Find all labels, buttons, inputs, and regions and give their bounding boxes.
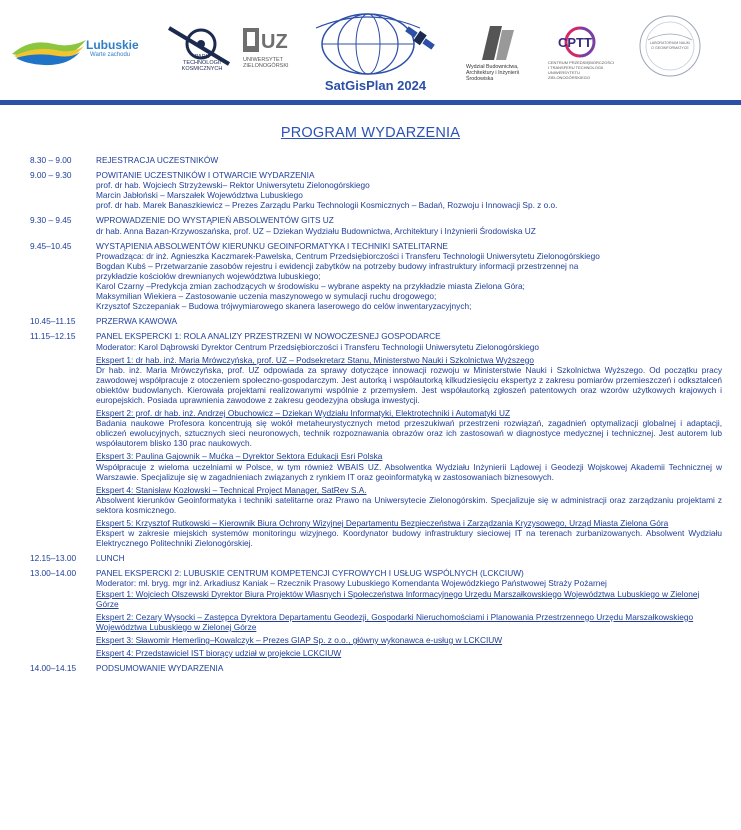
agenda-heading: REJESTRACJA UCZESTNIKÓW	[96, 155, 219, 165]
cptt-logo	[548, 26, 616, 86]
speaker-line: Bogdan Kubś – Przetwarzanie zasobów rejestru i ewidencji zabytków na potrzeby budowy infrastruktury informacji przestrzennej na	[96, 260, 579, 271]
speaker-line: Prowadząca: dr inż. Agnieszka Kaczmarek-Pawelska, Centrum Przedsiębiorczości i Transferu Technologii Uniwersytetu Zielonogórskiego	[96, 250, 600, 261]
page-title: PROGRAM WYDARZENIA	[280, 125, 461, 141]
agenda-item	[30, 553, 722, 563]
wydzial-line3: Środowiska	[466, 76, 494, 83]
speaker-line: dr hab. Anna Bazan-Krzywoszańska, prof. UZ – Dziekan Wydziału Budownictwa, Architektury i Inżynierii Środowiska UZ	[96, 225, 536, 236]
park-line3: KOSMICZNYCH	[181, 66, 223, 72]
expert-block	[96, 451, 722, 481]
expert-bio: Współpracuje z wieloma uczelniami w Polsce, w tym również WBAIS UZ. Absolwentka Wydziału Inżynierii Lądowej i Geodezji Wojskowej Akademii Technicznej w Warszawie. Specjalizuje się w zagadnieniach związanych z rynkiem IT oraz geoinformatyką w zastosowaniach biznesowych.	[96, 461, 722, 482]
agenda-heading: POWITANIE UCZESTNIKÓW I OTWARCIE WYDARZENIA	[96, 170, 315, 181]
lubuskie-name: Lubuskie	[86, 38, 139, 52]
expert-block	[96, 518, 722, 548]
agenda-item	[30, 241, 722, 312]
agenda-heading: WPROWADZENIE DO WYSTĄPIEŃ ABSOLWENTÓW GITS UZ	[96, 215, 334, 226]
expert-link[interactable]: Ekspert 4: Przedstawiciel IST biorący udział w projekcie LCKCIUW	[96, 648, 342, 659]
wydzial-logo	[466, 26, 526, 92]
expert-link[interactable]: Ekspert 3: Sławomir Hemerling–Kowalczyk – Prezes GIAP Sp. z o.o., główny wykonawca e-usług w LCKCIUW	[96, 634, 503, 645]
uz-logo	[243, 26, 303, 76]
agenda-time: 9.30 – 9.45	[30, 215, 72, 226]
expert-link[interactable]: Ekspert 2: prof. dr hab. inż. Andrzej Obuchowicz – Dziekan Wydziału Informatyki, Elektrotechniki i Automatyki UZ	[96, 408, 511, 419]
speaker-line: przykładzie kościołów drewnianych województwa lubuskiego;	[96, 270, 321, 281]
agenda-item	[30, 215, 722, 235]
agenda-time: 13.00–14.00	[30, 568, 77, 579]
globe-satellite-icon	[308, 8, 443, 78]
wydzial-line1: Wydział Budownictwa,	[466, 64, 519, 70]
cptt-line2: I TRANSFERU TECHNOLOGII	[548, 65, 604, 70]
cptt-line1: CENTRUM PRZEDSIĘBIORCZOŚCI	[548, 60, 615, 65]
speaker-line: Maksymilian Wiekiera – Zastosowanie uczenia maszynowego w symulacji ruchu drogowego;	[96, 291, 437, 302]
agenda-heading: WYSTĄPIENIA ABSOLWENTÓW KIERUNKU GEOINFORMATYKA I TECHNIKI SATELITARNE	[96, 240, 448, 251]
wydzial-emblem-icon	[476, 26, 516, 62]
uz-line1: UNIWERSYTET	[243, 57, 284, 63]
uz-emblem-icon	[243, 26, 299, 56]
agenda-heading: PANEL EKSPERCKI 1: ROLA ANALIZY PRZESTRZENI W NOWOCZESNEJ GOSPODARCE	[96, 331, 441, 342]
expert-link[interactable]: Ekspert 2: Cezary Wysocki – Zastępca Dyrektora Departamentu Geodezji, Gospodarki Nieruchomościami i Planowania Przestrzennego Urzędu Marszałkowskiego Województwa Lubuskiego w Zielonej Górze	[96, 611, 694, 632]
park-line1: PARK	[194, 54, 210, 60]
agenda-heading: PANEL EKSPERCKI 2: LUBUSKIE CENTRUM KOMPETENCJI CYFROWYCH I USŁUG WSPÓLNYCH (LCKCIUW)	[96, 568, 524, 579]
page-title-wrap	[0, 124, 741, 142]
agenda-time: 8.30 – 9.00	[30, 155, 72, 165]
agenda-item	[30, 331, 722, 548]
expert-bio: Badania naukowe Profesora koncentrują się wokół metaheurystycznych metod przeszukiwań przestrzeni rozwiązań, zagadnień optymalizacji globalnej i adaptacji, obliczeń ewolucyjnych, sztucznych sieci neuronowych, technik rozpoznawania obrazów oraz ich zastosowań w diagnostyce medycznej i technicznej. Jest autorem lub współautorem blisko 130 prac naukowych.	[96, 418, 722, 449]
agenda-time: 14.00–14.15	[30, 663, 77, 674]
satgisplan-name: SatGisPlan 2024	[324, 78, 427, 93]
uz-line2: ZIELONOGÓRSKI	[243, 63, 289, 69]
agenda	[30, 155, 722, 673]
cptt-name: CPTT	[558, 35, 592, 50]
speaker-line: Krzysztof Szczepaniak – Budowa trójwymiarowego skanera laserowego do celów inwentaryzacyjnych;	[96, 301, 472, 312]
agenda-time: 9.45–10.45	[30, 240, 72, 251]
expert-link[interactable]: Ekspert 1: Wojciech Olszewski Dyrektor Biura Projektów Własnych i Społeczeństwa Informacyjnego Urzędu Marszałkowskiego Województwa Lubuskiego w Zielonej Górze	[96, 588, 700, 609]
speaker-line: Marcin Jabłoński – Marszałek Województwa Lubuskiego	[96, 190, 303, 201]
expert-bio: Absolwent kierunków Geoinformatyka i techniki satelitarne oraz Prawo na Uniwersytecie Zielonogórskim. Specjalizuje się w administracji oraz zarządzaniu projektami z sektora kosmicznego.	[96, 494, 722, 515]
agenda-heading: LUNCH	[96, 553, 125, 564]
expert-bio: Ekspert w zakresie miejskich systemów monitoringu wizyjnego. Koordynator budowy infrastruktury sieciowej IT na terenach zurbanizowanych. Absolwent Wydziału Elektrycznego Politechniki Zielonogórskiej.	[96, 528, 722, 549]
agenda-time: 10.45–11.15	[30, 316, 76, 327]
agenda-item	[30, 316, 722, 326]
expert-link[interactable]: Ekspert 1: dr hab. inż. Maria Mrówczyńska, prof. UZ – Podsekretarz Stanu, Ministerstwo Nauki i Szkolnictwa Wyższego	[96, 354, 534, 365]
speaker-line: prof. dr hab. Marek Banaszkiewicz – Prezes Zarządu Parku Technologii Kosmicznych – Badań, Rozwoju i Innowacji Sp. z o.o.	[96, 200, 558, 211]
expert-bio: Dr hab. inż. Maria Mrówczyńska, prof. UZ odpowiada za sprawy dotyczące innowacji rozwoju w Ministerstwie Nauki i Szkolnictwa Wyższego. Od początku pracy zawodowej współpracuje z otoczeniem społeczno-gospodarczym. Jest autorką i współautorką kilkudziesięciu ekspertyz z zakresu pomiarów przemieszczeń i odkształceń obiektów budowlanych. Kierowała projektami realizowanymi wspólnie z przemysłem. Jest współautorką zgłoszeń patentowych oraz wzorów użytkowych krajowych i europejskich. Posiada uprawnienia zawodowe z zakresu geodezyjna obsługa inwestycji.	[96, 364, 722, 405]
agenda-time: 12.15–13.00	[30, 553, 77, 564]
park-line2: TECHNOLOGII	[183, 60, 221, 66]
lubuskie-logo	[10, 32, 160, 72]
lab-line1: LABORATORIUM NAUKI	[649, 41, 691, 45]
expert-link[interactable]: Ekspert 3: Paulina Gajownik – Mućka – Dyrektor Sektora Edukacji Esri Polska	[96, 451, 383, 462]
park-logo	[165, 26, 235, 78]
expert-link[interactable]: Ekspert 5: Krzysztof Rutkowski – Kierownik Biura Ochrony Wizyjnej Departamentu Bezpieczeństwa i Zarządzania Kryzysowego, Urząd Miasta Zielona Góra	[96, 518, 669, 528]
moderator-line: Moderator: mł. bryg. mgr inż. Arkadiusz Kaniak – Rzecznik Prasowy Lubuskiego Komendanta Wojewódzkiego Państwowej Straży Pożarnej	[96, 578, 607, 589]
expert-link[interactable]: Ekspert 4: Stanisław Kozłowski – Technical Project Manager, SatRev S.A.	[96, 484, 367, 495]
lab-logo	[638, 14, 702, 78]
speaker-line: Karol Czarny –Predykcja zmian zachodzących w środowisku – wybrane aspekty na przykładzie miasta Zielona Góra;	[96, 281, 525, 292]
agenda-time: 11.15–12.15	[30, 331, 76, 342]
expert-block	[96, 355, 722, 405]
satgisplan-logo	[308, 8, 443, 96]
agenda-item	[30, 155, 722, 165]
agenda-item	[30, 663, 722, 673]
cptt-line3: UNIWERSYTETU ZIELONOGÓRSKIEGO	[548, 70, 591, 80]
expert-block	[96, 485, 722, 515]
lubuskie-tagline: Warte zachodu	[90, 52, 131, 58]
expert-block	[96, 408, 722, 448]
header-logos	[0, 0, 741, 100]
svg-text:UZ: UZ	[261, 31, 288, 53]
moderator-line: Moderator: Karol Dąbrowski Dyrektor Centrum Przedsiębiorczości i Transferu Technologii Uniwersytetu Zielonogórskiego	[96, 341, 539, 352]
agenda-item	[30, 568, 722, 658]
header-divider	[0, 100, 741, 105]
agenda-heading: PRZERWA KAWOWA	[96, 316, 177, 327]
speaker-line: prof. dr hab. Wojciech Strzyżewski– Rektor Uniwersytetu Zielonogórskiego	[96, 180, 370, 191]
agenda-item	[30, 170, 722, 210]
agenda-heading: PODSUMOWANIE WYDARZENIA	[96, 663, 224, 674]
lubuskie-wave-icon	[10, 32, 90, 68]
agenda-time: 9.00 – 9.30	[30, 170, 72, 181]
wydzial-line2: Architektury i Inżynierii	[466, 70, 519, 77]
lab-line2: O GEOINFORMATYCE	[651, 45, 689, 50]
